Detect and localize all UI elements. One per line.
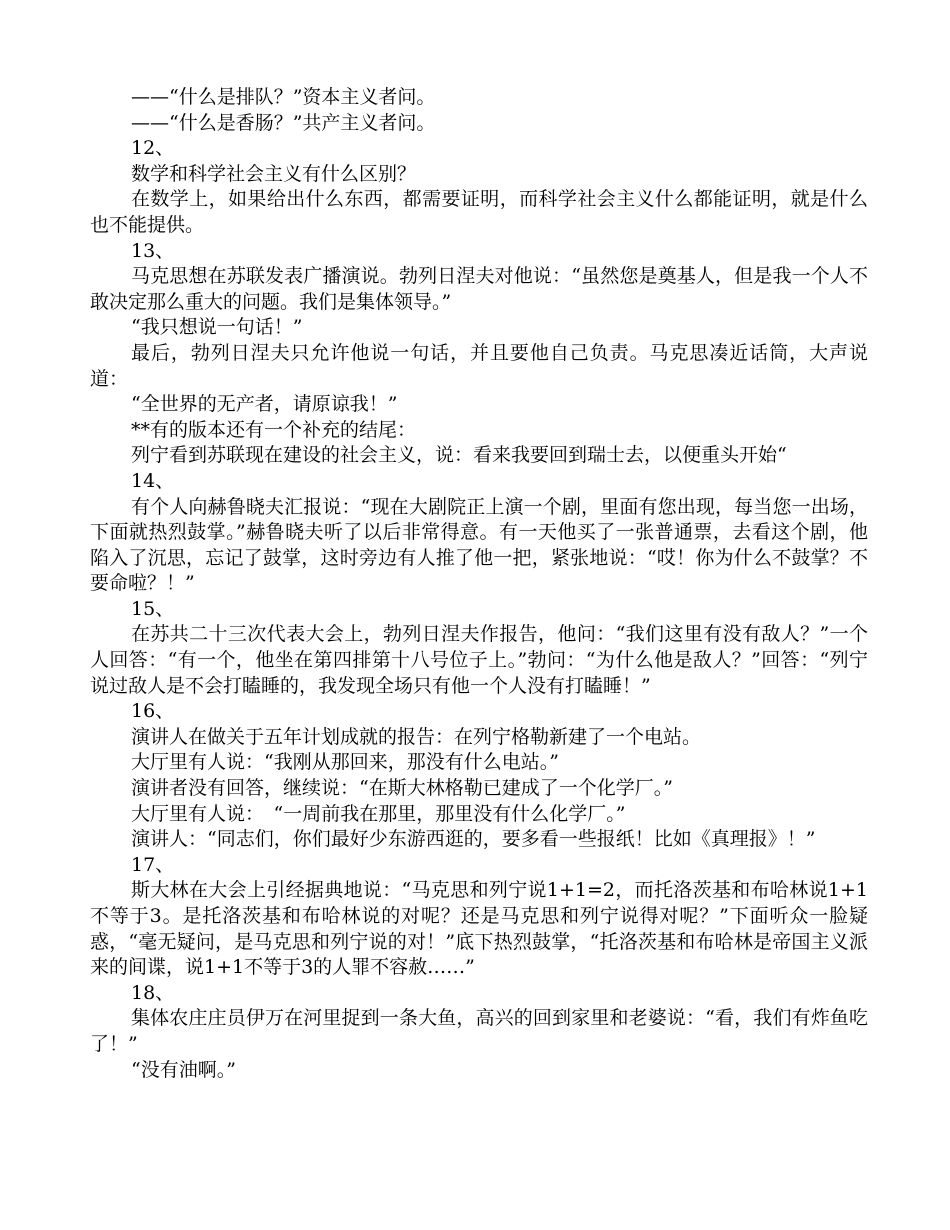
section-number: 13、 [131,239,175,262]
paragraph: 在数学上，如果给出什么东西，都需要证明，而科学社会主义什么都能证明，就是什么也不能提供。 [90,188,868,236]
section-number: 17、 [131,853,175,876]
paragraph: ——“什么是排队？”资本主义者问。 [131,86,436,108]
paragraph: 演讲人：“同志们，你们最好少东游西逛的，要多看一些报纸！比如《真理报》！” [131,828,816,851]
paragraph: 集体农庄庄员伊万在河里捉到一条大鱼，高兴的回到家里和老婆说：“看，我们有炸鱼吃了！” [90,1007,868,1055]
paragraph: 有个人向赫鲁晓夫汇报说：“现在大剧院正上演一个剧，里面有您出现，每当您一出场，下面就热烈鼓掌。”赫鲁晓夫听了以后非常得意。有一天他买了一张普通票，去看这个剧，他陷入了沉思，忘记了鼓掌，这时旁边有人推了他一把，紧张地说：“哎！你为什么不鼓掌？不要命啦？！” [90,495,868,595]
paragraph: “我只想说一句话！” [131,316,303,339]
paragraph: **有的版本还有一个补充的结尾： [131,418,417,441]
document-body [90,85,868,1083]
section-number: 16、 [131,700,175,723]
section-number: 15、 [131,597,175,620]
paragraph: 最后，勃列日涅夫只允许他说一句话，并且要他自己负责。马克思凑近话筒，大声说道： [90,341,868,390]
paragraph: ——“什么是香肠？”共产主义者问。 [131,111,436,134]
paragraph: 斯大林在大会上引经据典地说：“马克思和列宁说1+1=2，而托洛茨基和布哈林说1+1不等于3。是托洛茨基和布哈林说的对呢？还是马克思和列宁说得对呢？”下面听众一脸疑惑，“毫无疑问，是马克思和列宁说的对！”底下热烈鼓掌，“托洛茨基和布哈林是帝国主义派来的间谍，说1+1不等于3的人罪不容赦……” [90,879,868,979]
paragraph: “全世界的无产者，请原谅我！” [131,393,398,416]
section-number: 14、 [131,469,175,492]
section-number: 18、 [131,981,175,1004]
paragraph: 数学和科学社会主义有什么区别？ [131,162,417,185]
paragraph: 列宁看到苏联现在建设的社会主义，说：看来我要回到瑞士去，以便重头开始“ [131,444,787,467]
paragraph: 大厅里有人说： “一周前我在那里，那里没有什么化学厂。” [131,802,626,825]
paragraph: “没有油啊。” [131,1058,236,1081]
paragraph: 大厅里有人说：“我刚从那回来，那没有什么电站。” [131,751,559,774]
paragraph: 演讲人在做关于五年计划成就的报告：在列宁格勒新建了一个电站。 [131,725,702,748]
paragraph: 在苏共二十三次代表大会上，勃列日涅夫作报告，他问：“我们这里有没有敌人？”一个人回答：“有一个，他坐在第四排第十八号位子上。”勃问：“为什么他是敌人？”回答：“列宁说过敌人是不会打瞌睡的，我发现全场只有他一个人没有打瞌睡！” [90,623,868,697]
section-number: 12、 [131,137,175,160]
paragraph: 马克思想在苏联发表广播演说。勃列日涅夫对他说：“虽然您是奠基人，但是我一个人不敢决定那么重大的问题。我们是集体领导。” [90,265,868,313]
paragraph: 演讲者没有回答，继续说：“在斯大林格勒已建成了一个化学厂。” [131,777,673,800]
